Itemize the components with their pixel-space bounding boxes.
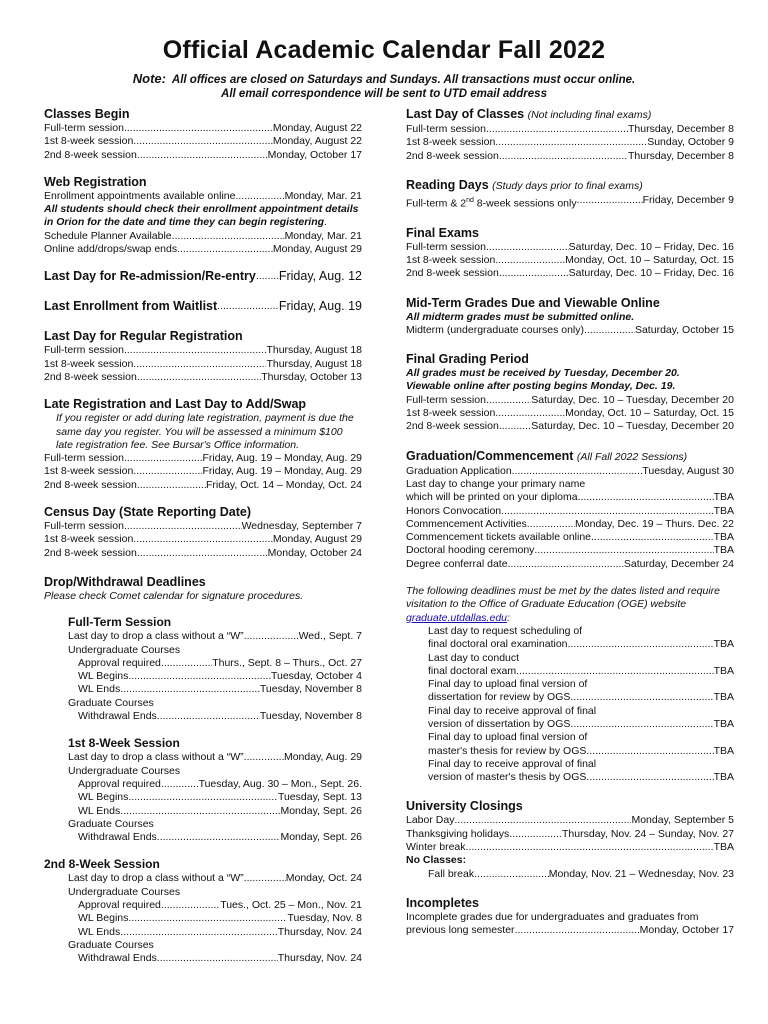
date-row: Labor Day ..... Monday, September 5 — [406, 814, 734, 827]
date-row: Midterm (undergraduate courses only) ..... Saturday, October 15 — [406, 324, 734, 337]
date-row: version of dissertation by OGS ..... TBA — [428, 718, 734, 731]
date-row: final doctoral exam ..... TBA — [428, 665, 734, 678]
late-registration-note: If you register or add during late registration, payment is due the same day you register. You will be assessed a minimum $100 late registration fee. See Bursar's Office information. — [56, 412, 354, 451]
subsection-heading: 2nd 8-Week Session — [44, 857, 160, 872]
last-day-classes-section — [406, 106, 734, 163]
date-row: Enrollment appointments available online ..... Monday, Mar. 21 — [44, 190, 362, 203]
date-row: Withdrawal Ends ..... Thursday, Nov. 24 — [68, 952, 362, 965]
date-row: Withdrawal Ends ..... Monday, Sept. 26 — [68, 831, 362, 844]
date-row: Approval required ..... Tues., Oct. 25 – Mon., Nov. 21 — [68, 899, 362, 912]
section-heading: Classes Begin — [44, 107, 130, 121]
readmission-row: Last Day for Re-admission/Re-entry ..... Friday, Aug. 12 — [44, 268, 362, 284]
reading-days-section — [406, 177, 734, 211]
incompletes-text: Incomplete grades due for undergraduates and graduates from — [406, 910, 699, 923]
date-row: WL Begins ..... Tuesday, Sept. 13 — [68, 791, 362, 804]
label: Undergraduate Courses — [68, 885, 181, 898]
date-row: WL Ends ..... Thursday, Nov. 24 — [68, 926, 362, 939]
date-row: Honors Convocation ..... TBA — [406, 505, 734, 518]
final-grading-section — [406, 351, 734, 433]
full-term-drop — [44, 615, 362, 723]
date-row: Approval required ..... Tuesday, Aug. 30 – Mon., Sept. 26. — [68, 778, 362, 791]
date-row: WL Ends ..... Monday, Sept. 26 — [68, 805, 362, 818]
date-row: Last day to drop a class without a “W” ..... Wed., Sept. 7 — [68, 630, 362, 643]
label: Last day to change your primary name — [406, 477, 586, 490]
date-row: 2nd 8-week session ..... Monday, October 17 — [44, 149, 362, 162]
oge-item-label: Last day to request scheduling of — [428, 624, 583, 637]
date-row: 2nd 8-week session ..... Friday, Oct. 14 – Monday, Oct. 24 — [44, 479, 362, 492]
date-row: Withdrawal Ends ..... Tuesday, November 8 — [68, 710, 362, 723]
page-title: Official Academic Calendar Fall 2022 — [162, 36, 606, 64]
date-row: 2nd 8-week session ..... Thursday, December 8 — [406, 150, 734, 163]
oge-item-label: Final day to upload final version of — [428, 731, 588, 744]
graduation-section — [406, 448, 734, 571]
date-row: Last day to drop a class without a “W” ..... Monday, Oct. 24 — [68, 872, 362, 885]
date-row: version of master's thesis by OGS ..... TBA — [428, 771, 734, 784]
date-row: Approval required ..... Thurs., Sept. 8 – Thurs., Oct. 27 — [68, 657, 362, 670]
date-row: Full-term session ..... Saturday, Dec. 10 – Friday, Dec. 16 — [406, 241, 734, 254]
date-row: Commencement tickets available online ..... TBA — [406, 531, 734, 544]
final-exams-section — [406, 225, 734, 281]
oge-website-link[interactable]: graduate.utdallas.edu — [406, 611, 507, 624]
late-registration-section — [44, 396, 362, 492]
date-row: Online add/drops/swap ends ..... Monday, August 29 — [44, 243, 362, 256]
registration-notice: All students should check their enrollment appointment details in Orion for the date and time they can begin registering. — [44, 203, 359, 229]
label: Undergraduate Courses — [68, 764, 181, 777]
section-heading: Last Day of Classes (Not including final exams) — [406, 107, 652, 121]
note-line-1: All offices are closed on Saturdays and Sundays. All transactions must occur online. — [171, 74, 636, 86]
census-section — [44, 504, 362, 560]
subsection-heading: 1st 8-Week Session — [68, 736, 180, 751]
section-heading: Incompletes — [406, 895, 479, 910]
date-row: WL Begins ..... Tuesday, October 4 — [68, 670, 362, 683]
left-column — [44, 106, 362, 965]
label: Graduate Courses — [68, 696, 154, 709]
section-heading: Web Registration — [44, 174, 147, 189]
first-8-week-drop — [44, 736, 362, 844]
date-row: final doctoral oral examination ..... TBA — [428, 638, 734, 651]
date-row: WL Ends ..... Tuesday, November 8 — [68, 683, 362, 696]
label: Graduate Courses — [68, 938, 154, 951]
classes-begin-section — [44, 106, 362, 162]
note — [0, 72, 768, 101]
date-row: 1st 8-week session ..... Monday, Oct. 10 – Saturday, Oct. 15 — [406, 407, 734, 420]
date-row: Thanksgiving holidays ..... Thursday, Nov. 24 – Sunday, Nov. 27 — [406, 828, 734, 841]
date-row: previous long semester ..... Monday, October 17 — [406, 924, 734, 937]
oge-item-label: Final day to receive approval of final — [428, 704, 597, 717]
date-row: Full-term & 2nd 8-week sessions only ..... Friday, December 9 — [406, 194, 734, 211]
oge-item-label: Last day to conduct — [428, 651, 520, 664]
date-row: dissertation for review by OGS ..... TBA — [428, 691, 734, 704]
note-line-2: All email correspondence will be sent to UTD email address — [221, 88, 547, 100]
date-row: 2nd 8-week session ..... Thursday, October 13 — [44, 371, 362, 384]
section-heading: Final Exams — [406, 225, 479, 240]
section-heading: Graduation/Commencement (All Fall 2022 Sessions) — [406, 448, 688, 463]
date-row: 1st 8-week session ..... Monday, August 29 — [44, 533, 362, 546]
date-row: 1st 8-week session ..... Sunday, October 9 — [406, 136, 734, 149]
date-row: 2nd 8-week session ..... Saturday, Dec. 10 – Friday, Dec. 16 — [406, 267, 734, 280]
date-row: WL Begins ..... Tuesday, Nov. 8 — [68, 912, 362, 925]
section-heading: Reading Days (Study days prior to final exams) — [406, 177, 643, 192]
date-row: 1st 8-week session ..... Monday, Oct. 10 – Saturday, Oct. 15 — [406, 254, 734, 267]
drop-note: Please check Comet calendar for signature procedures. — [44, 589, 304, 602]
oge-section — [406, 585, 734, 784]
subsection-heading: Full-Term Session — [68, 615, 172, 630]
grading-notice: Viewable online after posting begins Monday, Dec. 19. — [406, 380, 676, 393]
oge-intro: The following deadlines must be met by the dates listed and require visitation to the Office of Graduate Education (OGE) website graduate.utdallas.edu: — [406, 585, 721, 624]
midterm-notice: All midterm grades must be submitted online. — [406, 310, 635, 323]
grading-notice: All grades must be received by Tuesday, December 20. — [406, 367, 680, 380]
section-heading: University Closings — [406, 799, 523, 814]
waitlist-row: Last Enrollment from Waitlist ..... Friday, Aug. 19 — [44, 298, 362, 314]
oge-item-label: Final day to upload final version of — [428, 678, 588, 691]
section-heading: Drop/Withdrawal Deadlines — [44, 574, 206, 589]
date-row: which will be printed on your diploma ..... TBA — [406, 491, 734, 504]
date-row: Full-term session ..... Thursday, December 8 — [406, 123, 734, 136]
date-row: Degree conferral date ..... Saturday, December 24 — [406, 558, 734, 571]
date-row: 2nd 8-week session ..... Monday, October 24 — [44, 547, 362, 560]
second-8-week-drop — [44, 857, 362, 965]
date-row: Schedule Planner Available ..... Monday, Mar. 21 — [44, 230, 362, 243]
right-column — [406, 106, 734, 950]
date-row: Commencement Activities ..... Monday, Dec. 19 – Thurs. Dec. 22 — [406, 518, 734, 531]
closings-section — [406, 798, 734, 880]
section-heading: Census Day (State Reporting Date) — [44, 505, 251, 520]
label: Undergraduate Courses — [68, 643, 181, 656]
section-heading: Final Grading Period — [406, 352, 529, 367]
date-row: Fall break ..... Monday, Nov. 21 – Wednesday, Nov. 23 — [406, 868, 734, 881]
date-row: Full-term session ..... Wednesday, September 7 — [44, 520, 362, 533]
note-label: Note: — [132, 71, 166, 86]
label: Graduate Courses — [68, 817, 154, 830]
date-row: master's thesis for review by OGS ..... TBA — [428, 745, 734, 758]
regular-registration-section — [44, 328, 362, 384]
date-row: Full-term session ..... Saturday, Dec. 10 – Tuesday, December 20 — [406, 394, 734, 407]
web-registration-section — [44, 174, 362, 256]
date-row: Doctoral hooding ceremony ..... TBA — [406, 544, 734, 557]
date-row: Full-term session ..... Thursday, August 18 — [44, 344, 362, 357]
date-row: 1st 8-week session ..... Monday, August 22 — [44, 135, 362, 148]
section-heading: Last Day for Regular Registration — [44, 329, 243, 344]
incompletes-section — [406, 895, 734, 938]
date-row: 1st 8-week session ..... Thursday, August 18 — [44, 358, 362, 371]
date-row: 1st 8-week session ..... Friday, Aug. 19 – Monday, Aug. 29 — [44, 465, 362, 478]
date-row: Full-term session ..... Friday, Aug. 19 – Monday, Aug. 29 — [44, 452, 362, 465]
section-heading: Late Registration and Last Day to Add/Swap — [44, 397, 307, 412]
date-row: 2nd 8-week session ..... Saturday, Dec. 10 – Tuesday, December 20 — [406, 420, 734, 433]
date-row: Last day to drop a class without a “W” ..... Monday, Aug. 29 — [68, 751, 362, 764]
no-classes-label: No Classes: — [406, 854, 467, 867]
drop-withdrawal-section — [44, 574, 362, 966]
date-row: Graduation Application ..... Tuesday, August 30 — [406, 465, 734, 478]
date-row: Full-term session ..... Monday, August 22 — [44, 122, 362, 135]
section-heading: Mid-Term Grades Due and Viewable Online — [406, 295, 660, 310]
date-row: Winter break ..... TBA — [406, 841, 734, 854]
midterm-section — [406, 295, 734, 338]
oge-item-label: Final day to receive approval of final — [428, 757, 597, 770]
